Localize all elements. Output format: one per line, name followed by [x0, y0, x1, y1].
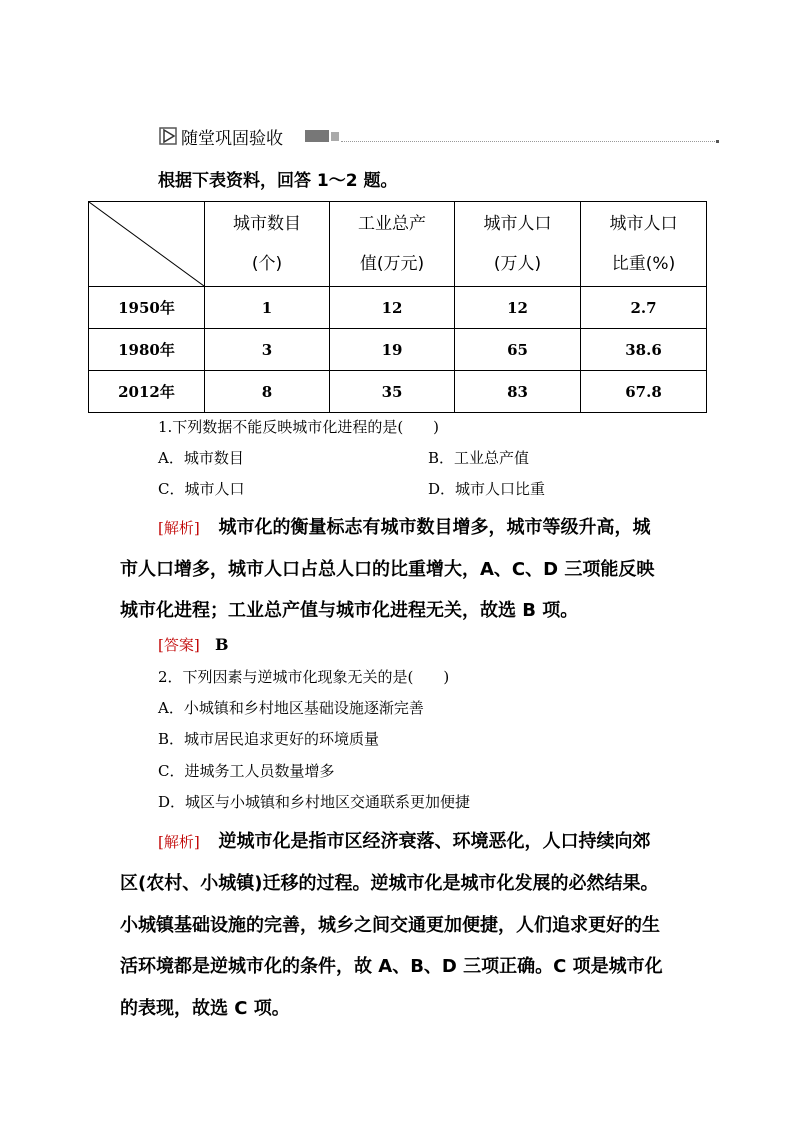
q2-option-c: C．进城务工人员数量增多	[158, 762, 335, 780]
diagonal-line	[89, 202, 204, 286]
table-corner-cell	[89, 202, 205, 287]
header-decor-bar	[305, 130, 329, 142]
table-row	[89, 371, 707, 413]
cell-value: 8	[205, 371, 330, 413]
header-industrial-output: 工业总产 值(万元)	[330, 202, 455, 287]
q2-analysis-line-4: 活环境都是逆城市化的条件，故 A、B、D 三项正确。C 项是城市化	[120, 956, 663, 977]
q2-analysis-line-5: 的表现，故选 C 项。	[120, 998, 290, 1019]
q2-option-b: B．城市居民追求更好的环境质量	[158, 730, 380, 748]
cell-value: 38.6	[581, 329, 707, 371]
answer-value: B	[214, 635, 229, 654]
cell-value: 83	[455, 371, 581, 413]
q2-analysis-line-1: [解析] 逆城市化是指市区经济衰落、环境恶化，人口持续向郊	[158, 831, 651, 852]
analysis-tag: [解析]	[158, 833, 200, 851]
q1-option-d: D．城市人口比重	[428, 480, 546, 498]
header-urban-population: 城市人口 (万人)	[455, 202, 581, 287]
header-end-mark	[716, 140, 719, 143]
header-decor-block	[331, 132, 339, 141]
section-header	[159, 123, 719, 149]
cell-value: 12	[330, 287, 455, 329]
q2-analysis-line-2: 区(农村、小城镇)迁移的过程。逆城市化是城市化发展的必然结果。	[120, 873, 659, 894]
header-city-count: 城市数目 (个)	[205, 202, 330, 287]
q2-option-d: D．城区与小城镇和乡村地区交通联系更加便捷	[158, 793, 471, 811]
row-year: 1980年	[89, 329, 205, 371]
cell-value: 67.8	[581, 371, 707, 413]
cell-value: 2.7	[581, 287, 707, 329]
row-year: 1950年	[89, 287, 205, 329]
section-title: 随堂巩固验收	[181, 129, 283, 149]
q1-option-c: C．城市人口	[158, 480, 245, 498]
header-dotted-rule	[341, 141, 719, 142]
question-1-stem: 1.下列数据不能反映城市化进程的是( )	[158, 418, 440, 436]
q2-option-a: A．小城镇和乡村地区基础设施逐渐完善	[158, 699, 424, 717]
answer-tag: [答案]	[158, 636, 200, 654]
cell-value: 12	[455, 287, 581, 329]
cell-value: 1	[205, 287, 330, 329]
cell-value: 3	[205, 329, 330, 371]
header-urban-ratio: 城市人口 比重(%)	[581, 202, 707, 287]
q1-option-b: B．工业总产值	[428, 449, 530, 467]
q1-analysis-line-3: 城市化进程；工业总产值与城市化进程无关，故选 B 项。	[120, 600, 579, 621]
q2-analysis-line-3: 小城镇基础设施的完善，城乡之间交通更加便捷，人们追求更好的生	[120, 915, 660, 936]
cell-value: 19	[330, 329, 455, 371]
play-arrow-icon	[159, 127, 177, 145]
cell-value: 65	[455, 329, 581, 371]
q1-analysis-line-1: [解析] 城市化的衡量标志有城市数目增多，城市等级升高，城	[158, 517, 651, 538]
table-row	[89, 287, 707, 329]
table-header-row	[89, 202, 707, 287]
cell-value: 35	[330, 371, 455, 413]
analysis-tag: [解析]	[158, 519, 200, 537]
q1-option-a: A．城市数目	[158, 449, 244, 467]
q1-analysis-line-2: 市人口增多，城市人口占总人口的比重增大，A、C、D 三项能反映	[120, 559, 655, 580]
intro-text: 根据下表资料，回答 1～2 题。	[158, 171, 398, 191]
data-table	[88, 201, 707, 413]
row-year: 2012年	[89, 371, 205, 413]
question-2-stem: 2．下列因素与逆城市化现象无关的是( )	[158, 668, 450, 686]
table-row	[89, 329, 707, 371]
q1-answer	[158, 634, 229, 655]
